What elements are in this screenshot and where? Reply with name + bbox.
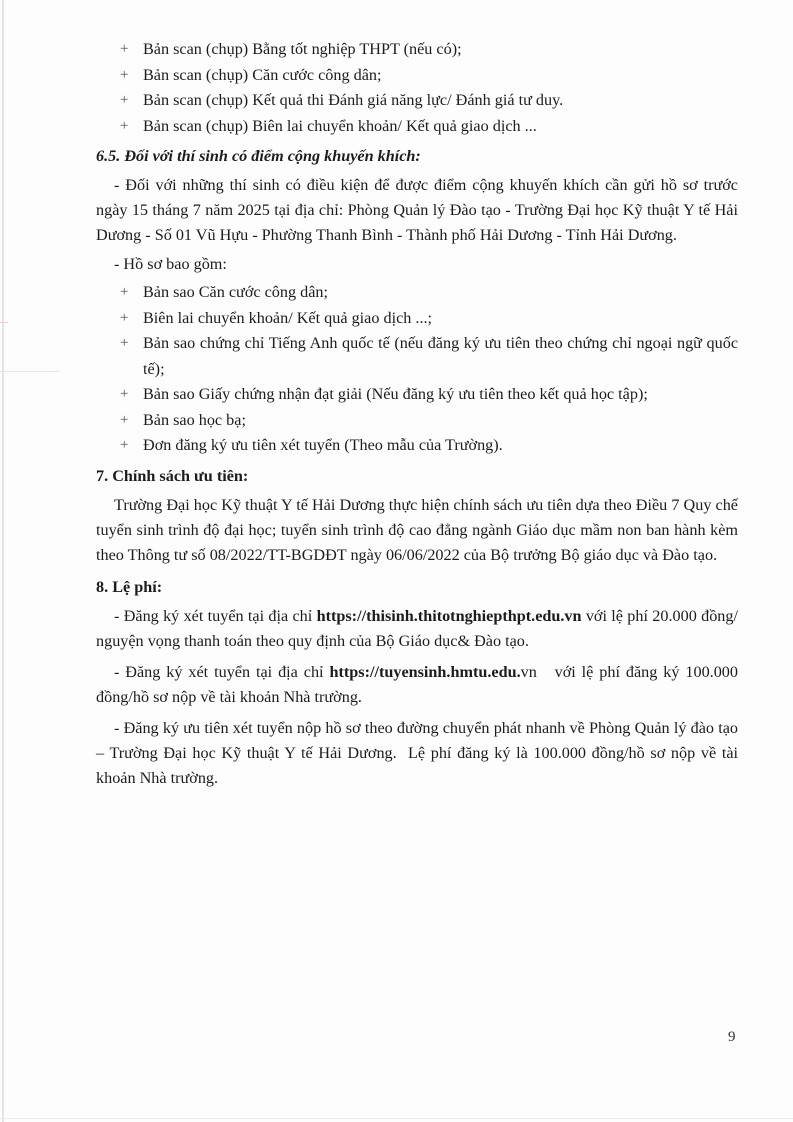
section-7-paragraph: Trường Đại học Kỹ thuật Y tế Hải Dương thực hiện chính sách ưu tiên dựa theo Điều 7 Quy chế tuyển sinh trình độ đại học; tuyển sinh trình độ cao đẳng ngành Giáo dục mầm non ban hành kèm theo Thông tư số 08/2022/TT-BGDĐT ngày 06/06/2022 của Bộ trưởng Bộ giáo dục và Đào tạo. xyxy=(96,495,738,564)
list-item-text: Bản scan (chụp) Kết quả thi Đánh giá năng lực/ Đánh giá tư duy. xyxy=(143,91,564,109)
dossier-list xyxy=(96,280,738,459)
plus-bullet-icon: + xyxy=(120,335,129,351)
fee-2-suffix: với lệ phí đăng ký 100.000 đồng/hồ sơ nộp về tài khoản Nhà trường. xyxy=(96,662,743,706)
plus-bullet-icon: + xyxy=(120,437,129,453)
list-item xyxy=(96,433,738,459)
list-item-text: Bản sao Giấy chứng nhận đạt giải (Nếu đăng ký ưu tiên theo kết quả học tập); xyxy=(143,385,648,403)
scan-mark xyxy=(0,322,8,323)
top-list xyxy=(96,37,738,139)
fee-2-link-tail: vn xyxy=(520,662,537,681)
list-item-text: Biên lai chuyển khoản/ Kết quả giao dịch ...; xyxy=(143,308,433,327)
list-item-text: Bản scan (chụp) Biên lai chuyển khoản/ Kết quả giao dịch ... xyxy=(143,116,537,135)
plus-bullet-icon: + xyxy=(120,92,129,108)
list-item xyxy=(96,63,738,89)
list-item xyxy=(96,306,738,332)
fee-1-link[interactable]: https://thisinh.thitotnghiepthpt.edu.vn xyxy=(316,606,582,625)
scan-mark xyxy=(0,371,60,372)
list-item-text: Bản sao chứng chỉ Tiếng Anh quốc tế (nếu đăng ký ưu tiên theo chứng chỉ ngoại ngữ quốc tế); xyxy=(143,334,738,378)
section-8-heading: 8. Lệ phí: xyxy=(96,577,163,596)
page-number: 9 xyxy=(728,1029,736,1045)
fee-2-prefix: - Đăng ký xét tuyển tại địa chỉ xyxy=(114,662,330,681)
list-item-text: Đơn đăng ký ưu tiên xét tuyển (Theo mẫu của Trường). xyxy=(143,436,503,454)
plus-bullet-icon: + xyxy=(120,41,129,57)
fee-paragraph-3: - Đăng ký ưu tiên xét tuyển nộp hồ sơ theo đường chuyển phát nhanh về Phòng Quản lý đào tạo – Trường Đại học Kỹ thuật Y tế Hải Dương. Lệ phí đăng ký là 100.000 đồng/hồ sơ nộp về tài khoản Nhà trường. xyxy=(96,718,743,787)
fee-1-prefix: - Đăng ký xét tuyển tại địa chỉ xyxy=(114,606,317,625)
list-item xyxy=(96,408,738,434)
list-item xyxy=(96,37,738,63)
scan-edge-left xyxy=(2,0,4,1122)
plus-bullet-icon: + xyxy=(120,411,129,428)
plus-bullet-icon: + xyxy=(120,66,129,83)
list-item xyxy=(96,331,738,382)
dossier-label: - Hồ sơ bao gồm: xyxy=(114,255,227,273)
scan-edge-bottom xyxy=(0,1118,793,1119)
fee-paragraph-1 xyxy=(96,604,738,654)
list-item xyxy=(96,88,738,114)
plus-bullet-icon: + xyxy=(120,117,129,134)
list-item-text: Bản scan (chụp) Căn cước công dân; xyxy=(143,65,382,84)
plus-bullet-icon: + xyxy=(120,309,129,326)
list-item xyxy=(96,114,738,140)
fee-2-link[interactable]: https://tuyensinh.hmtu.edu. xyxy=(329,662,521,681)
fee-1-suffix: với lệ phí 20.000 đồng/ nguyện vọng thanh toán theo quy định của Bộ Giáo dục& Đào tạo. xyxy=(96,606,738,650)
section-7-heading: 7. Chính sách ưu tiên: xyxy=(96,466,249,485)
document-page xyxy=(96,34,743,791)
list-item xyxy=(96,382,738,408)
fee-paragraph-2 xyxy=(96,660,743,710)
list-item-text: Bản sao học bạ; xyxy=(143,410,246,429)
plus-bullet-icon: + xyxy=(120,284,129,300)
plus-bullet-icon: + xyxy=(120,386,129,402)
list-item-text: Bản sao Căn cước công dân; xyxy=(143,283,329,301)
list-item xyxy=(96,280,738,306)
section-6-5-heading: 6.5. Đối với thí sinh có điểm cộng khuyến khích: xyxy=(96,147,421,165)
section-6-5-paragraph: - Đối với những thí sinh có điều kiện để được điểm cộng khuyến khích cần gửi hồ sơ trước ngày 15 tháng 7 năm 2025 tại địa chỉ: Phòng Quản lý Đào tạo - Trường Đại học Kỹ thuật Y tế Hải Dương - Số 01 Vũ Hựu - Phường Thanh Bình - Thành phố Hải Dương - Tỉnh Hải Dương. xyxy=(96,176,738,244)
list-item-text: Bản scan (chụp) Bằng tốt nghiệp THPT (nếu có); xyxy=(143,40,462,58)
